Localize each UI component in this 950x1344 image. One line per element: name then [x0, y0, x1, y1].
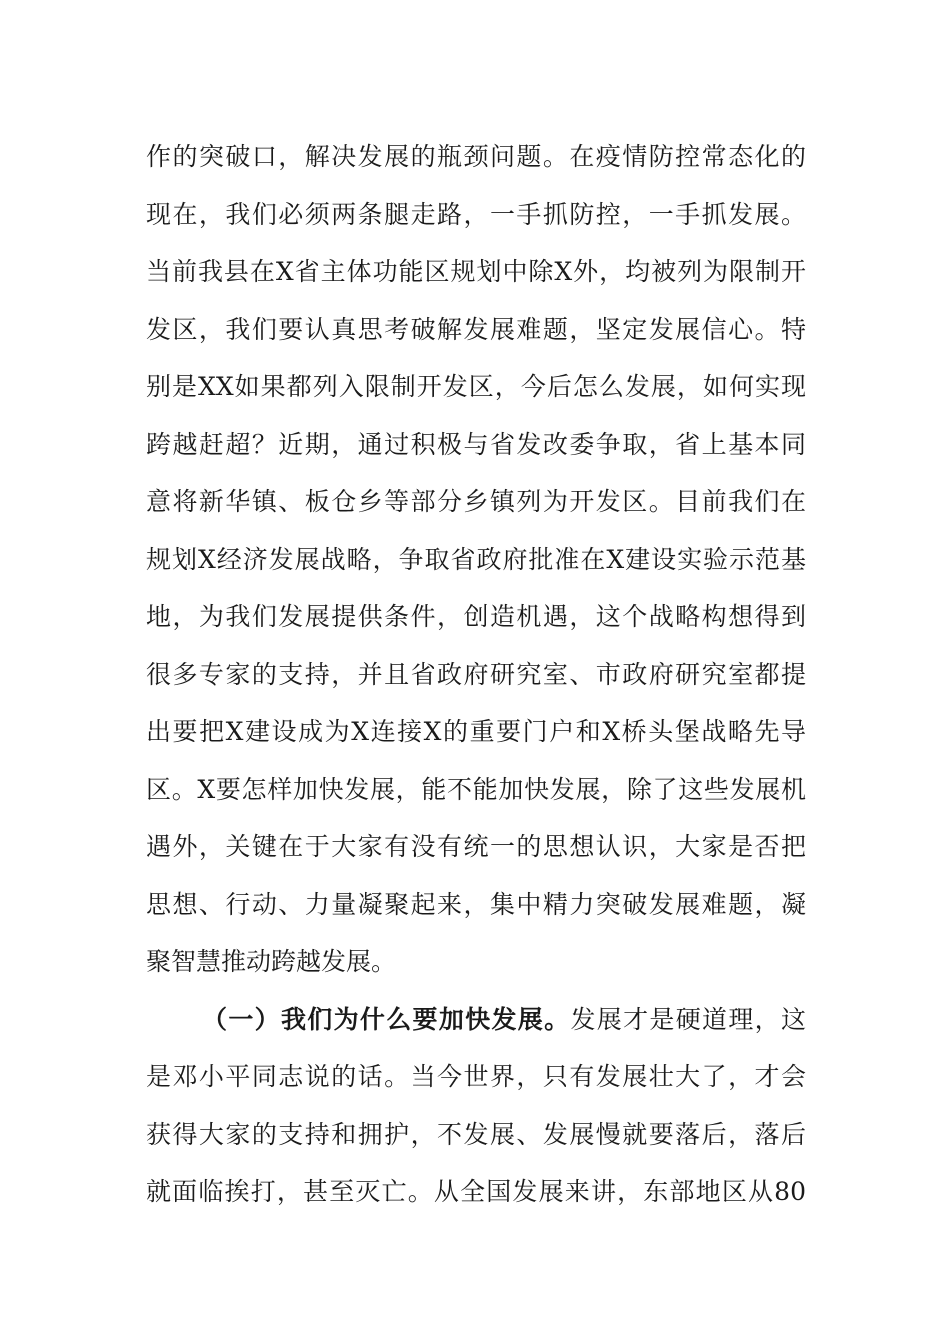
text-line: 地，为我们发展提供条件，创造机遇，这个战略构想得到 — [146, 602, 806, 631]
text-line: 出要把X建设成为X连接X的重要门户和X桥头堡战略先导 — [146, 717, 806, 746]
text-line: 现在，我们必须两条腿走路，一手抓防控，一手抓发展。 — [146, 199, 806, 229]
section-heading-line — [146, 991, 806, 1049]
text-line: 发区，我们要认真思考破解发展难题，坚定发展信心。特 — [146, 314, 806, 344]
text-line: 思想、行动、力量凝聚起来，集中精力突破发展难题，凝 — [146, 889, 806, 919]
text-line: 遇外，关键在于大家有没有统一的思想认识，大家是否把 — [146, 832, 806, 861]
text-line: 是邓小平同志说的话。当今世界，只有发展壮大了，才会 — [146, 1062, 806, 1091]
text-line: 作的突破口，解决发展的瓶颈问题。在疫情防控常态化的 — [146, 142, 806, 171]
section-heading: （一）我们为什么要加快发展。 — [202, 1004, 571, 1034]
heading-line-text: 发展才是硬道理，这 — [570, 1004, 806, 1034]
text-line: 规划X经济发展战略，争取省政府批准在X建设实验示范基 — [146, 544, 806, 574]
text-line: 就面临挨打，甚至灭亡。从全国发展来讲，东部地区从80 — [146, 1177, 806, 1206]
text-line: 获得大家的支持和拥护，不发展、发展慢就要落后，落后 — [146, 1119, 806, 1149]
text-line: 意将新华镇、板仓乡等部分乡镇列为开发区。目前我们在 — [146, 487, 806, 516]
text-line: 跨越赶超？近期，通过积极与省发改委争取，省上基本同 — [146, 429, 806, 459]
text-line: 很多专家的支持，并且省政府研究室、市政府研究室都提 — [146, 659, 806, 689]
text-line: 别是XX如果都列入限制开发区，今后怎么发展，如何实现 — [146, 372, 806, 401]
text-line: 当前我县在X省主体功能区规划中除X外，均被列为限制开 — [146, 257, 806, 286]
body-text — [146, 128, 806, 1221]
text-line: 区。X要怎样加快发展，能不能加快发展，除了这些发展机 — [146, 774, 806, 804]
text-line: 聚智慧推动跨越发展。 — [146, 947, 397, 976]
